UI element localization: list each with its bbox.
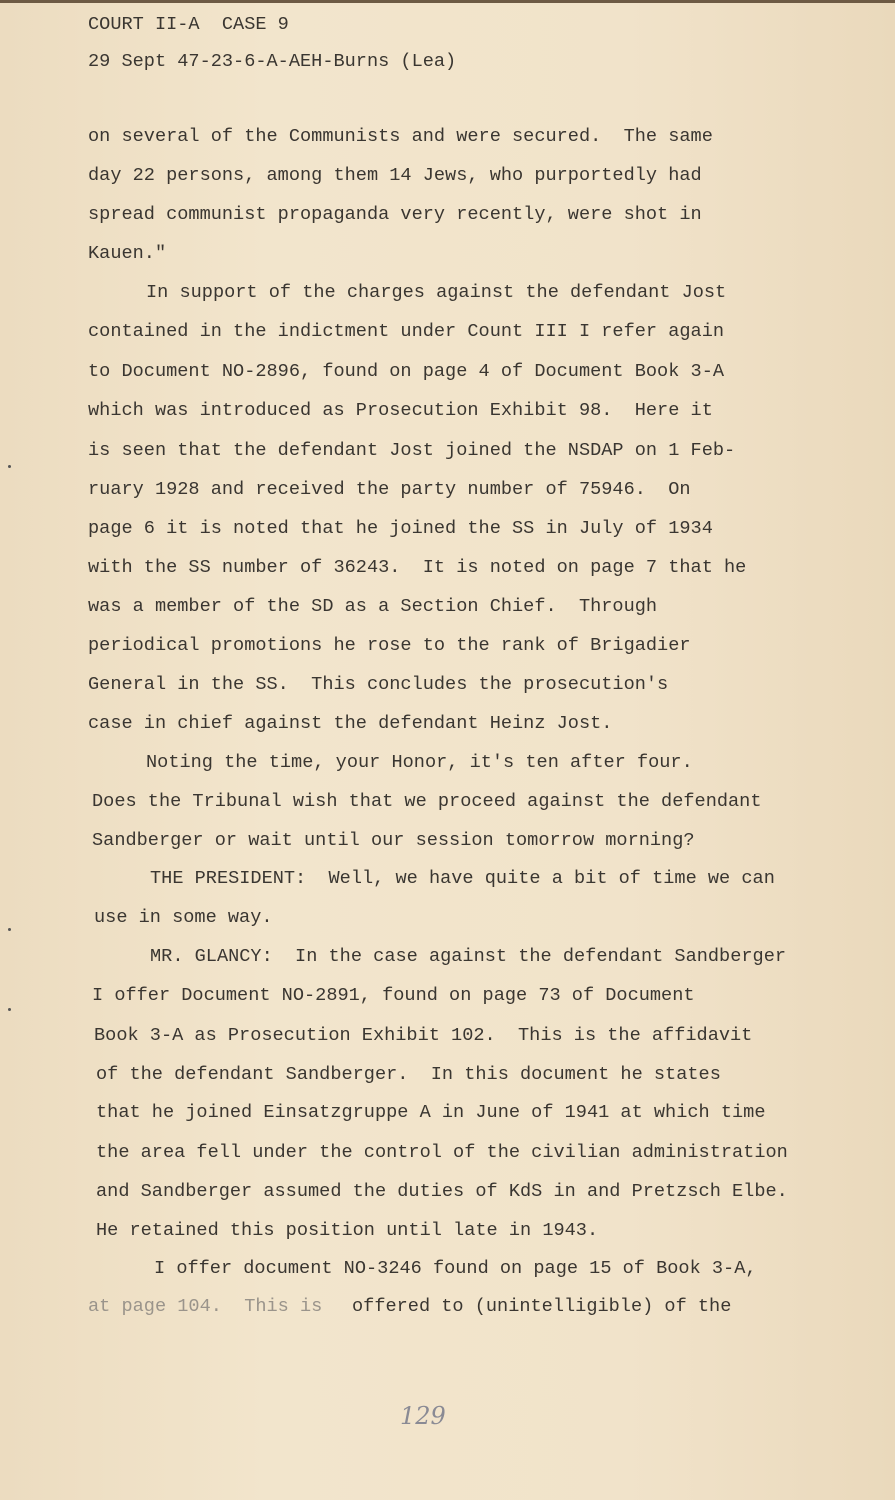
body-line: day 22 persons, among them 14 Jews, who purportedly had [88, 165, 702, 186]
body-line: MR. GLANCY: In the case against the defendant Sandberger [150, 946, 787, 967]
body-line: the area fell under the control of the civilian administration [96, 1142, 788, 1163]
body-line: that he joined Einsatzgruppe A in June of 1941 at which time [96, 1102, 766, 1123]
body-line: General in the SS. This concludes the prosecution's [88, 674, 669, 695]
body-line: He retained this position until late in 1943. [96, 1220, 599, 1241]
body-line: on several of the Communists and were secured. The same [88, 126, 713, 147]
margin-mark [8, 1008, 11, 1011]
body-line: spread communist propaganda very recently, were shot in [88, 204, 702, 225]
body-line: page 6 it is noted that he joined the SS in July of 1934 [88, 518, 713, 539]
margin-mark [8, 928, 11, 931]
body-line: and Sandberger assumed the duties of KdS in and Pretzsch Elbe. [96, 1181, 788, 1202]
body-line: which was introduced as Prosecution Exhibit 98. Here it [88, 400, 713, 421]
body-line: offered to (unintelligible) of the [352, 1296, 732, 1317]
body-line: I offer Document NO-2891, found on page 73 of Document [92, 985, 695, 1006]
body-line: case in chief against the defendant Heinz Jost. [88, 713, 613, 734]
body-line: I offer document NO-3246 found on page 15 of Book 3-A, [154, 1258, 757, 1279]
body-line: Sandberger or wait until our session tomorrow morning? [92, 830, 695, 851]
page-edge [0, 0, 895, 3]
body-line: Does the Tribunal wish that we proceed against the defendant [92, 791, 762, 812]
body-line: of the defendant Sandberger. In this document he states [96, 1064, 721, 1085]
body-line: use in some way. [94, 907, 273, 928]
body-line: Book 3-A as Prosecution Exhibit 102. This is the affidavit [94, 1025, 753, 1046]
faint-text: at page 104. This is [88, 1296, 323, 1317]
margin-mark [8, 465, 11, 468]
header-date-reference: 29 Sept 47-23-6-A-AEH-Burns (Lea) [88, 51, 457, 72]
body-line: Kauen." [88, 243, 167, 264]
body-line: contained in the indictment under Count III I refer again [88, 321, 725, 342]
body-line: is seen that the defendant Jost joined the NSDAP on 1 Feb- [88, 440, 736, 461]
body-line: was a member of the SD as a Section Chief. Through [88, 596, 658, 617]
body-line: THE PRESIDENT: Well, we have quite a bit of time we can [150, 868, 775, 889]
page-number: 129 [400, 1402, 446, 1430]
body-line: ruary 1928 and received the party number of 75946. On [88, 479, 691, 500]
body-line: periodical promotions he rose to the rank of Brigadier [88, 635, 691, 656]
body-line: Noting the time, your Honor, it's ten after four. [146, 752, 693, 773]
body-line: to Document NO-2896, found on page 4 of Document Book 3-A [88, 361, 725, 382]
body-line: In support of the charges against the defendant Jost [146, 282, 727, 303]
body-line: with the SS number of 36243. It is noted on page 7 that he [88, 557, 747, 578]
header-court-case: COURT II-A CASE 9 [88, 14, 289, 35]
